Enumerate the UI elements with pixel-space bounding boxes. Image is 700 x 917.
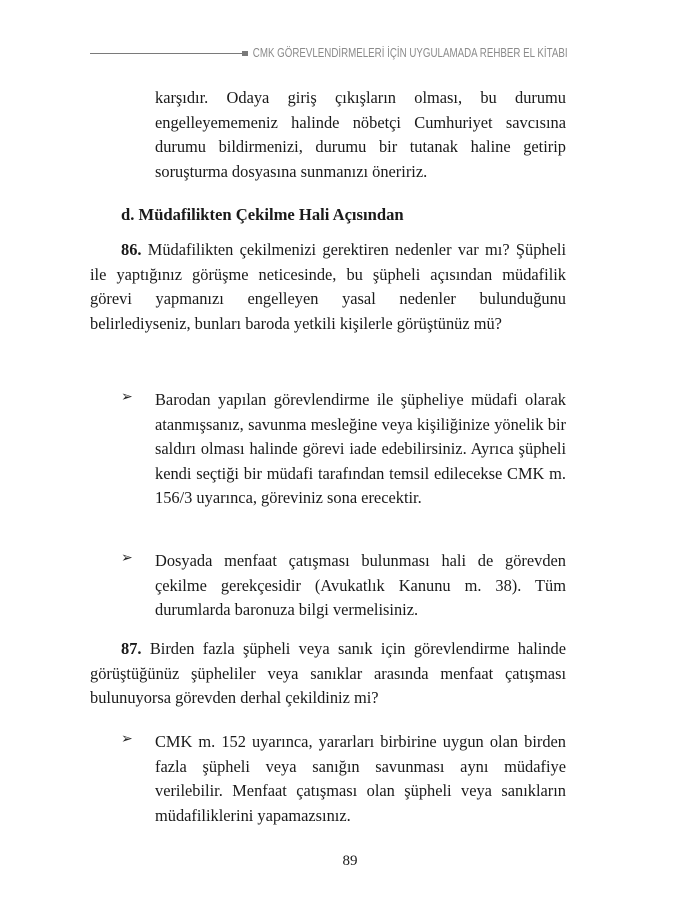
header-square-ornament [242,51,248,56]
header-rule [90,53,242,54]
section-heading: d. Müdafilikten Çekilme Hali Açısından [121,205,404,224]
arrow-right-icon: ➢ [121,731,133,747]
arrow-right-icon: ➢ [121,389,133,405]
question-87 [90,637,566,711]
bullet-item [121,388,566,511]
continued-paragraph: karşıdır. Odaya giriş çıkışların olması, bu durumu engelleyememeniz halinde nöbetçi Cumhuriyet savcısına durumu bildirmenizi, durumu bir tutanak haline getirip soruşturma dosyasına sunmanızı öneririz. [155,88,566,181]
question-number: 87. [121,639,142,658]
bullet-item [121,549,566,623]
page-number: 89 [342,853,358,869]
bullet-item [121,730,566,828]
bullet-text: CMK m. 152 uyarınca, yararları birbirine uygun olan birden fazla şüpheli veya sanığın savunması aynı müdafiye verilebilir. Menfaat çatışması olan şüpheli veya sanıkların müdafiliklerini yapamazsınız. [155,732,566,825]
question-text: Müdafilikten çekilmenizi gerektiren nedenler var mı? Şüpheli ile yaptığınız görüşme neticesinde, bu şüpheli açısından müdafilik görevi yapmanızı engelleyen yasal nedenler bulunduğunu belirlediyseniz, bunları baroda yetkili kişilerle görüştünüz mü? [90,240,566,333]
question-text: Birden fazla şüpheli veya sanık için görevlendirme halinde görüştüğünüz şüpheliler veya sanıklar arasında menfaat çatışması bulunuyorsa görevden derhal çekildiniz mi? [90,639,566,708]
question-86 [90,238,566,336]
bullet-text: Barodan yapılan görevlendirme ile şüpheliye müdafi olarak atanmışsanız, savunma mesleğine veya kişiliğinize yönelik bir saldırı olması halinde görevi iade edebilirsiniz. Ayrıca şüpheli kendi seçtiği bir müdafi tarafından temsil edilecekse CMK m. 156/3 uyarınca, göreviniz sona erecektir. [155,390,566,508]
running-header [90,46,568,62]
question-number: 86. [121,240,142,259]
arrow-right-icon: ➢ [121,550,133,566]
bullet-text: Dosyada menfaat çatışması bulunması hali de görevden çekilme gerekçesidir (Avukatlık Kanunu m. 38). Tüm durumlarda baronuza bilgi vermelisiniz. [155,551,566,620]
header-title: CMK GÖREVLENDİRMELERİ İÇİN UYGULAMADA REHBER EL KİTABI [253,46,568,60]
